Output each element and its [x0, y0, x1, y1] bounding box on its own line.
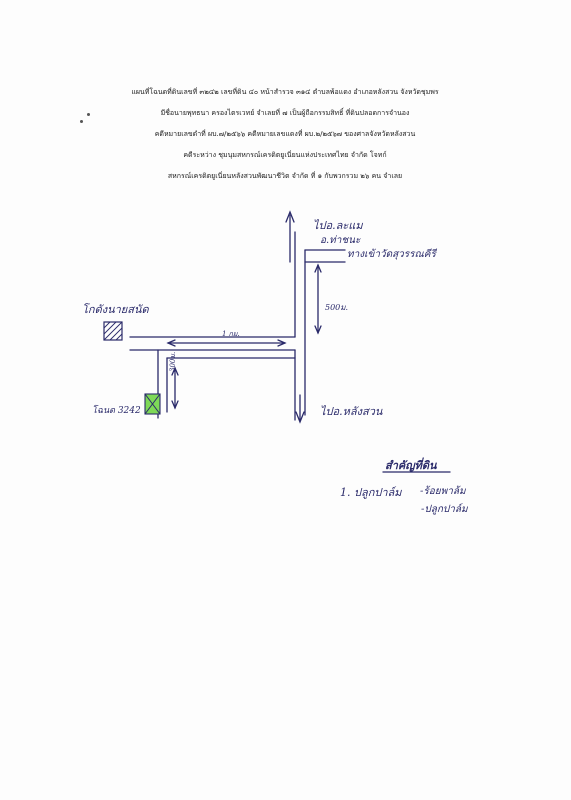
plot-marker [145, 394, 160, 414]
header-line-2: มีชื่อนายพุทธนา ครองไตรเวทย์ จำเลยที่ ๗ เป็นผู้ถือกรรมสิทธิ์ ที่ดินปลอดการจำนอง [160, 109, 410, 117]
label-plot-deed: โฉนด 3242 [92, 406, 141, 416]
header-line-5: สหกรณ์เครดิตยูเนี่ยนหลังสวนพัฒนาชีวิต จำกัด ที่ ๑ กับพวกรวม ๒๖ คน จำเลย [167, 172, 403, 180]
label-to-tha-chana: อ.ท่าชนะ [320, 235, 361, 246]
label-godown: โกดังนายสนัด [82, 303, 149, 316]
signature-line-3: -ปลูกปาล์ม [421, 504, 468, 515]
label-distance-300m: 300ม. [169, 351, 177, 372]
signature-line-1: 1. ปลูกปาล์ม [340, 486, 402, 499]
label-distance-500m: 500ม. [325, 303, 349, 312]
label-temple-entrance: ทางเข้าวัดสุวรรณคีรี [347, 249, 436, 260]
signature-line-2: -ร้อยพาล้ม [420, 486, 466, 497]
header-line-3: คดีหมายเลขดำที่ ผบ.๗/๒๕๖๖ คดีหมายเลขแดงที่ ผบ.๒/๒๕๖๗ ของศาลจังหวัดหลังสวน [154, 130, 416, 138]
label-distance-1km: 1 กม. [222, 330, 240, 338]
header-line-4: คดีระหว่าง ชุมนุมสหกรณ์เครดิตยูเนี่ยนแห่งประเทศไทย จำกัด โจทก์ [183, 151, 387, 159]
label-to-lang-suan: ไปอ.หลังสวน [320, 405, 383, 418]
label-to-la-ae: ไปอ.ละแม [313, 219, 363, 232]
signature-heading: สำคัญที่ดิน [385, 459, 437, 472]
header-line-1: แผนที่โฉนดที่ดินเลขที่ ๓๒๔๒ เลขที่ดิน ๔๐ หน้าสำรวจ ๓๑๔ ตำบลพ้อแดง อำเภอหลังสวน จังหวัดชุมพร [131, 88, 439, 96]
godown-marker [104, 322, 122, 340]
